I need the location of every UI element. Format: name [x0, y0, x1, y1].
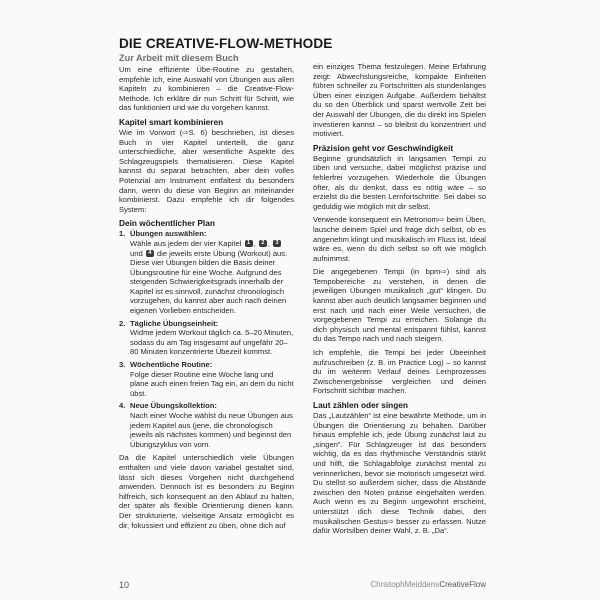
heading-praezision: Präzision geht vor Geschwindigkeit: [313, 142, 454, 153]
list-item-title: Wöchentliche Routine:: [130, 360, 213, 370]
footer-brand: [370, 580, 486, 589]
chapter-2-icon: 2: [259, 240, 267, 247]
left-column: [119, 50, 294, 534]
list-number: 2.: [119, 318, 126, 328]
paragraph-lautzaehlen: Das „Lautzählen“ ist eine bewährte Methode, um in Übungen die Orientierung zu behalten. Darüber hinaus empfehle ich, jede Übung zunächst laut zu „singen“. Für Schlagzeuger ist das besonders wichtig, da es das rhythmische Verständnis stärkt und hilft, die Schlagabfolge zunächst mental zu verinnerlichen, bevor sie motorisch umgesetzt wird. Du stellst so außerdem sicher, dass die Abstände zwischen den Noten präzise eingehalten werden. Auch wenn es zu Beginn ungewohnt erscheint, unterstützt dich diese Technik dabei, den musikalischen Gestus⇨ besser zu erfassen. Nutze dafür Wortsilben deiner Wahl, z. B. „Da“.: [313, 411, 486, 536]
list-item-body: Nach einer Woche wählst du neue Übungen aus jedem Kapitel aus (jene, die chronologisch jeweils als nächstes kommen) und beginnst den Übungszyklus von vorn.: [130, 411, 293, 449]
paragraph-kapitel: Wie im Vorwort (⇨S. 6) beschrieben, ist dieses Buch in vier Kapitel unterteilt, die ganz unterschiedliche, aber wesentliche Aspekte des Schlagzeugspiels thematisieren. Diese Kapitel kannst du separat betrachten, aber dein volles Potenzial am Instrument entfaltest du besonders dann, wenn du diese von Beginn an miteinander kombinierst. Dazu empfehle ich dir folgendes System:: [119, 127, 294, 214]
list-number: 4.: [119, 401, 126, 411]
weekly-plan-list: [119, 229, 294, 449]
list-item-body: Wähle aus jedem der vier Kapitel 1 , 2 , 3 und 4 die jeweils erste Übung (Workout) aus. Diese vier Übungen bilden die Basis deiner Übungsroutine für eine Woche. Aufgrund des steigenden Schwierigkeitsgrads innerhalb der Kapitel ist es sinnvoll, zunächst chronologisch vorzugehen, du kannst aber auch nach deinen eigenen Vorlieben entscheiden.: [130, 238, 288, 316]
heading-laut-zaehlen: Laut zählen oder singen: [313, 400, 408, 410]
paragraph-practice-log: Ich empfehle, die Tempi bei jeder Übeeinheit aufzuschreiben (z. B. im Practice Log) – so kannst du im weiteren Verlauf deines Lernprozesses Zwischenergebnisse vergleichen und deinen Fortschritt sichtbar machen.: [313, 348, 486, 396]
list-item-text: Wähle aus jedem der vier Kapitel: [130, 238, 242, 248]
list-item: [119, 229, 294, 315]
list-item: [119, 401, 294, 449]
chapter-1-icon: 1: [245, 240, 253, 247]
list-item-title: Übungen auswählen:: [130, 229, 207, 239]
right-column: [313, 62, 486, 540]
footer-author: ChristophMeiddens: [370, 580, 440, 589]
page-title: DIE CREATIVE-FLOW-METHODE: [119, 36, 333, 51]
paragraph-kapitel-varianz: Da die Kapitel unterschiedlich viele Übungen enthalten und viele davon variabel gestaltet sind, lässt sich dieses Vorgehen nicht durchgehend anwenden. Dennoch ist es besonders zu Beginn hilfreich, sich konsequent an den Ablauf zu halten, der später als flexible Orientierung dienen kann. Der strukturierte, vielseitige Ansatz ermöglicht es dir, fokussiert und effizient zu üben, ohne dich auf: [119, 453, 294, 530]
paragraph-tempi: Die angegebenen Tempi (in bpm⇨) sind als Tempobereiche zu verstehen, in denen die jeweiligen Übungen musikalisch „gut“ klingen. Du kannst aber auch deutlich langsamer beginnen und erst nach und nach einer Weile versuchen, die vorgegebenen Tempi zu erreichen. Solange du dich physisch und mental entspannt fühlst, kannst du das Tempo nach und nach steigern.: [313, 267, 486, 344]
paragraph-continued: ein einziges Thema festzulegen. Meine Erfahrung zeigt: Abwechslungsreiche, kompakte Einheiten führen schneller zu Fortschritten als stundenlanges Üben einer einzigen Aufgabe. Außerdem behältst du so den Überblick und sparst wertvolle Zeit bei der Auswahl der Übungen, die du direkt ins Spielen investieren kannst – so bleibst du konzentriert und motiviert.: [313, 62, 486, 139]
list-number: 3.: [119, 360, 126, 370]
footer-series: CreativeFlow: [439, 580, 486, 589]
list-item: [119, 319, 294, 357]
heading-arbeit: Zur Arbeit mit diesem Buch: [119, 53, 239, 63]
paragraph-intro: Um eine effiziente Übe-Routine zu gestalten, empfehle ich, eine Auswahl von Übungen aus allen Kapiteln zu kombinieren – die Creative-Flow-Methode. Ich erkläre dir nun Schritt für Schritt, wie das funktioniert und wie du vorgehen kannst.: [119, 65, 294, 113]
list-item-title: Neue Übungskollektion:: [130, 401, 217, 411]
chapter-3-icon: 3: [273, 240, 281, 247]
list-item-body: Widme jedem Workout täglich ca. 5–20 Minuten, sodass du am Tag insgesamt auf ungefähr 20–80 Minuten konzentrierte Übezeit kommst.: [130, 328, 294, 357]
heading-kapitel: Kapitel smart kombinieren: [119, 116, 224, 127]
chapter-4-icon: 4: [146, 250, 154, 257]
list-item-body: Folge dieser Routine eine Woche lang und plane auch einen freien Tag ein, an dem du nicht übst.: [130, 369, 294, 398]
list-number: 1.: [119, 229, 126, 239]
list-item-title: Tägliche Übungseinheit:: [130, 318, 219, 328]
paragraph-praezision: Beginne grundsätzlich in langsamen Tempi zu üben und versuche, dabei möglichst präzise und fehlerfrei vorzugehen. Wiederhole die Übungen öfter, als du denkst, dass es nötig wäre – so erzielst du die besten Lernfortschritte. Sei dabei so geduldig wie möglich mit dir selbst.: [313, 153, 486, 211]
heading-plan: Dein wöchentlicher Plan: [119, 218, 215, 229]
page-number: 10: [119, 580, 130, 590]
list-item-text: die jeweils erste Übung (Workout) aus. Diese vier Übungen bilden die Basis deiner Übungsroutine für eine Woche. Aufgrund des steigenden Schwierigkeitsgrads innerhalb der Kapitel ist es sinnvoll, zunächst chronologisch vorzugehen, du kannst aber auch nach deinen eigenen Vorlieben entscheiden.: [130, 248, 288, 316]
paragraph-metronom: Verwende konsequent ein Metronom⇨ beim Üben, lausche deinem Spiel und frage dich selbst, ob es angenehm klingt und musikalisch im Fluss ist. Ideal wäre es, wenn du dich selbst so oft wie möglich aufnimmst.: [313, 215, 486, 263]
list-item: [119, 360, 294, 398]
